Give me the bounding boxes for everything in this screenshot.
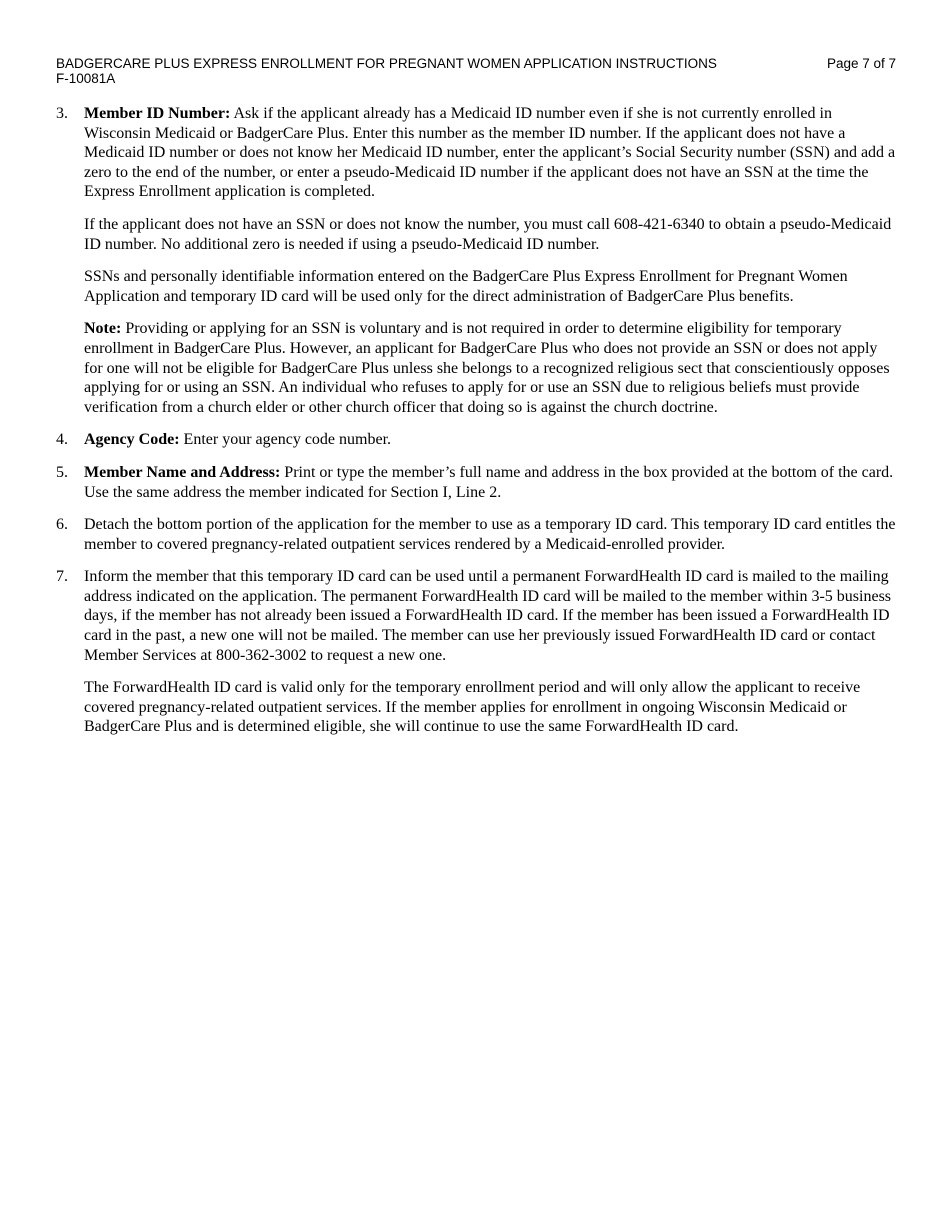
- page-number: Page 7 of 7: [826, 56, 896, 71]
- item-number: 3.: [56, 105, 68, 122]
- note-paragraph: [84, 319, 896, 417]
- note-lead: Note:: [84, 320, 122, 338]
- item-paragraph: SSNs and personally identifiable information entered on the BadgerCare Plus Express Enrollment for Pregnant Women Application and temporary ID card will be used only for the direct administration of BadgerCare Plus benefits.: [84, 268, 848, 305]
- item-number: 7.: [56, 568, 68, 586]
- document-title: BADGERCARE PLUS EXPRESS ENROLLMENT FOR PREGNANT WOMEN APPLICATION INSTRUCTIONS: [56, 56, 717, 71]
- instruction-item-4: [56, 430, 896, 450]
- item-paragraph: The ForwardHealth ID card is valid only for the temporary enrollment period and will only allow the applicant to receive covered pregnancy-related outpatient services. If the member applies for enrollment in ongoing Wisconsin Medicaid or BadgerCare Plus and is determined eligible, she will continue to use the same ForwardHealth ID card.: [84, 679, 861, 736]
- instruction-item-3: [56, 104, 896, 417]
- item-number: 5.: [56, 463, 68, 481]
- note-text: Providing or applying for an SSN is voluntary and is not required in order to determine eligibility for temporary enrollment in BadgerCare Plus. However, an applicant for BadgerCare Plus who does not provide an SSN or does not apply for one will not be eligible for BadgerCare Plus unless she belongs to a recognized religious sect that conscientiously opposes applying for or using an SSN. An individual who refuses to apply for or use an SSN due to religious beliefs must provide verification from a church elder or other church officer that doing so is against the church doctrine.: [84, 320, 890, 416]
- item-paragraph: [84, 430, 896, 450]
- item-number: 4.: [56, 431, 68, 449]
- item-lead: Member ID Number:: [84, 105, 231, 122]
- item-number: 6.: [56, 516, 68, 534]
- item-paragraph: If the applicant does not have an SSN or does not know the number, you must call 608-421-6340 to obtain a pseudo-Medicaid ID number. No additional zero is needed if using a pseudo-Medicaid ID number.: [84, 215, 892, 253]
- item-paragraph: Inform the member that this temporary ID card can be used until a permanent ForwardHealth ID card is mailed to the mailing address indicated on the application. The permanent ForwardHealth ID card will be mailed to the member within 3-5 business days, if the member has not already been issued a ForwardHealth ID card. If the member has been issued a ForwardHealth ID card in the past, a new one will not be mailed. The member can use her previously issued ForwardHealth ID card or contact Member Services at 800-362-3002 to request a new one.: [84, 568, 892, 664]
- item-lead: Member Name and Address:: [84, 463, 281, 481]
- form-number: F-10081A: [56, 71, 116, 86]
- item-text: Enter your agency code number.: [183, 431, 392, 449]
- instruction-item-6: [56, 515, 896, 554]
- instruction-item-5: [56, 463, 896, 502]
- item-paragraph: Detach the bottom portion of the application for the member to use as a temporary ID card. This temporary ID card entitles the member to covered pregnancy-related outpatient services rendered by a Medicaid-enrolled provider.: [84, 516, 896, 553]
- item-lead: Agency Code:: [84, 431, 180, 449]
- instruction-item-7: [56, 567, 896, 737]
- instructions-body: [56, 104, 896, 750]
- item-paragraph: [84, 463, 896, 502]
- item-paragraph: [84, 104, 896, 202]
- item-text: Print or type the member’s full name and address in the box provided at the bottom of the card. Use the same address the member indicated for Section I, Line 2.: [84, 463, 894, 501]
- item-text: Ask if the applicant already has a Medicaid ID number even if she is not currently enrolled in Wisconsin Medicaid or BadgerCare Plus. Enter this number as the member ID number. If the applicant does not have a Medicaid ID number or does not know her Medicaid ID number, enter the applicant’s Social Security number (SSN) and add a zero to the end of the number, or enter a pseudo-Medicaid ID number if the applicant does not have an SSN at the time the Express Enrollment application is completed.: [84, 105, 896, 201]
